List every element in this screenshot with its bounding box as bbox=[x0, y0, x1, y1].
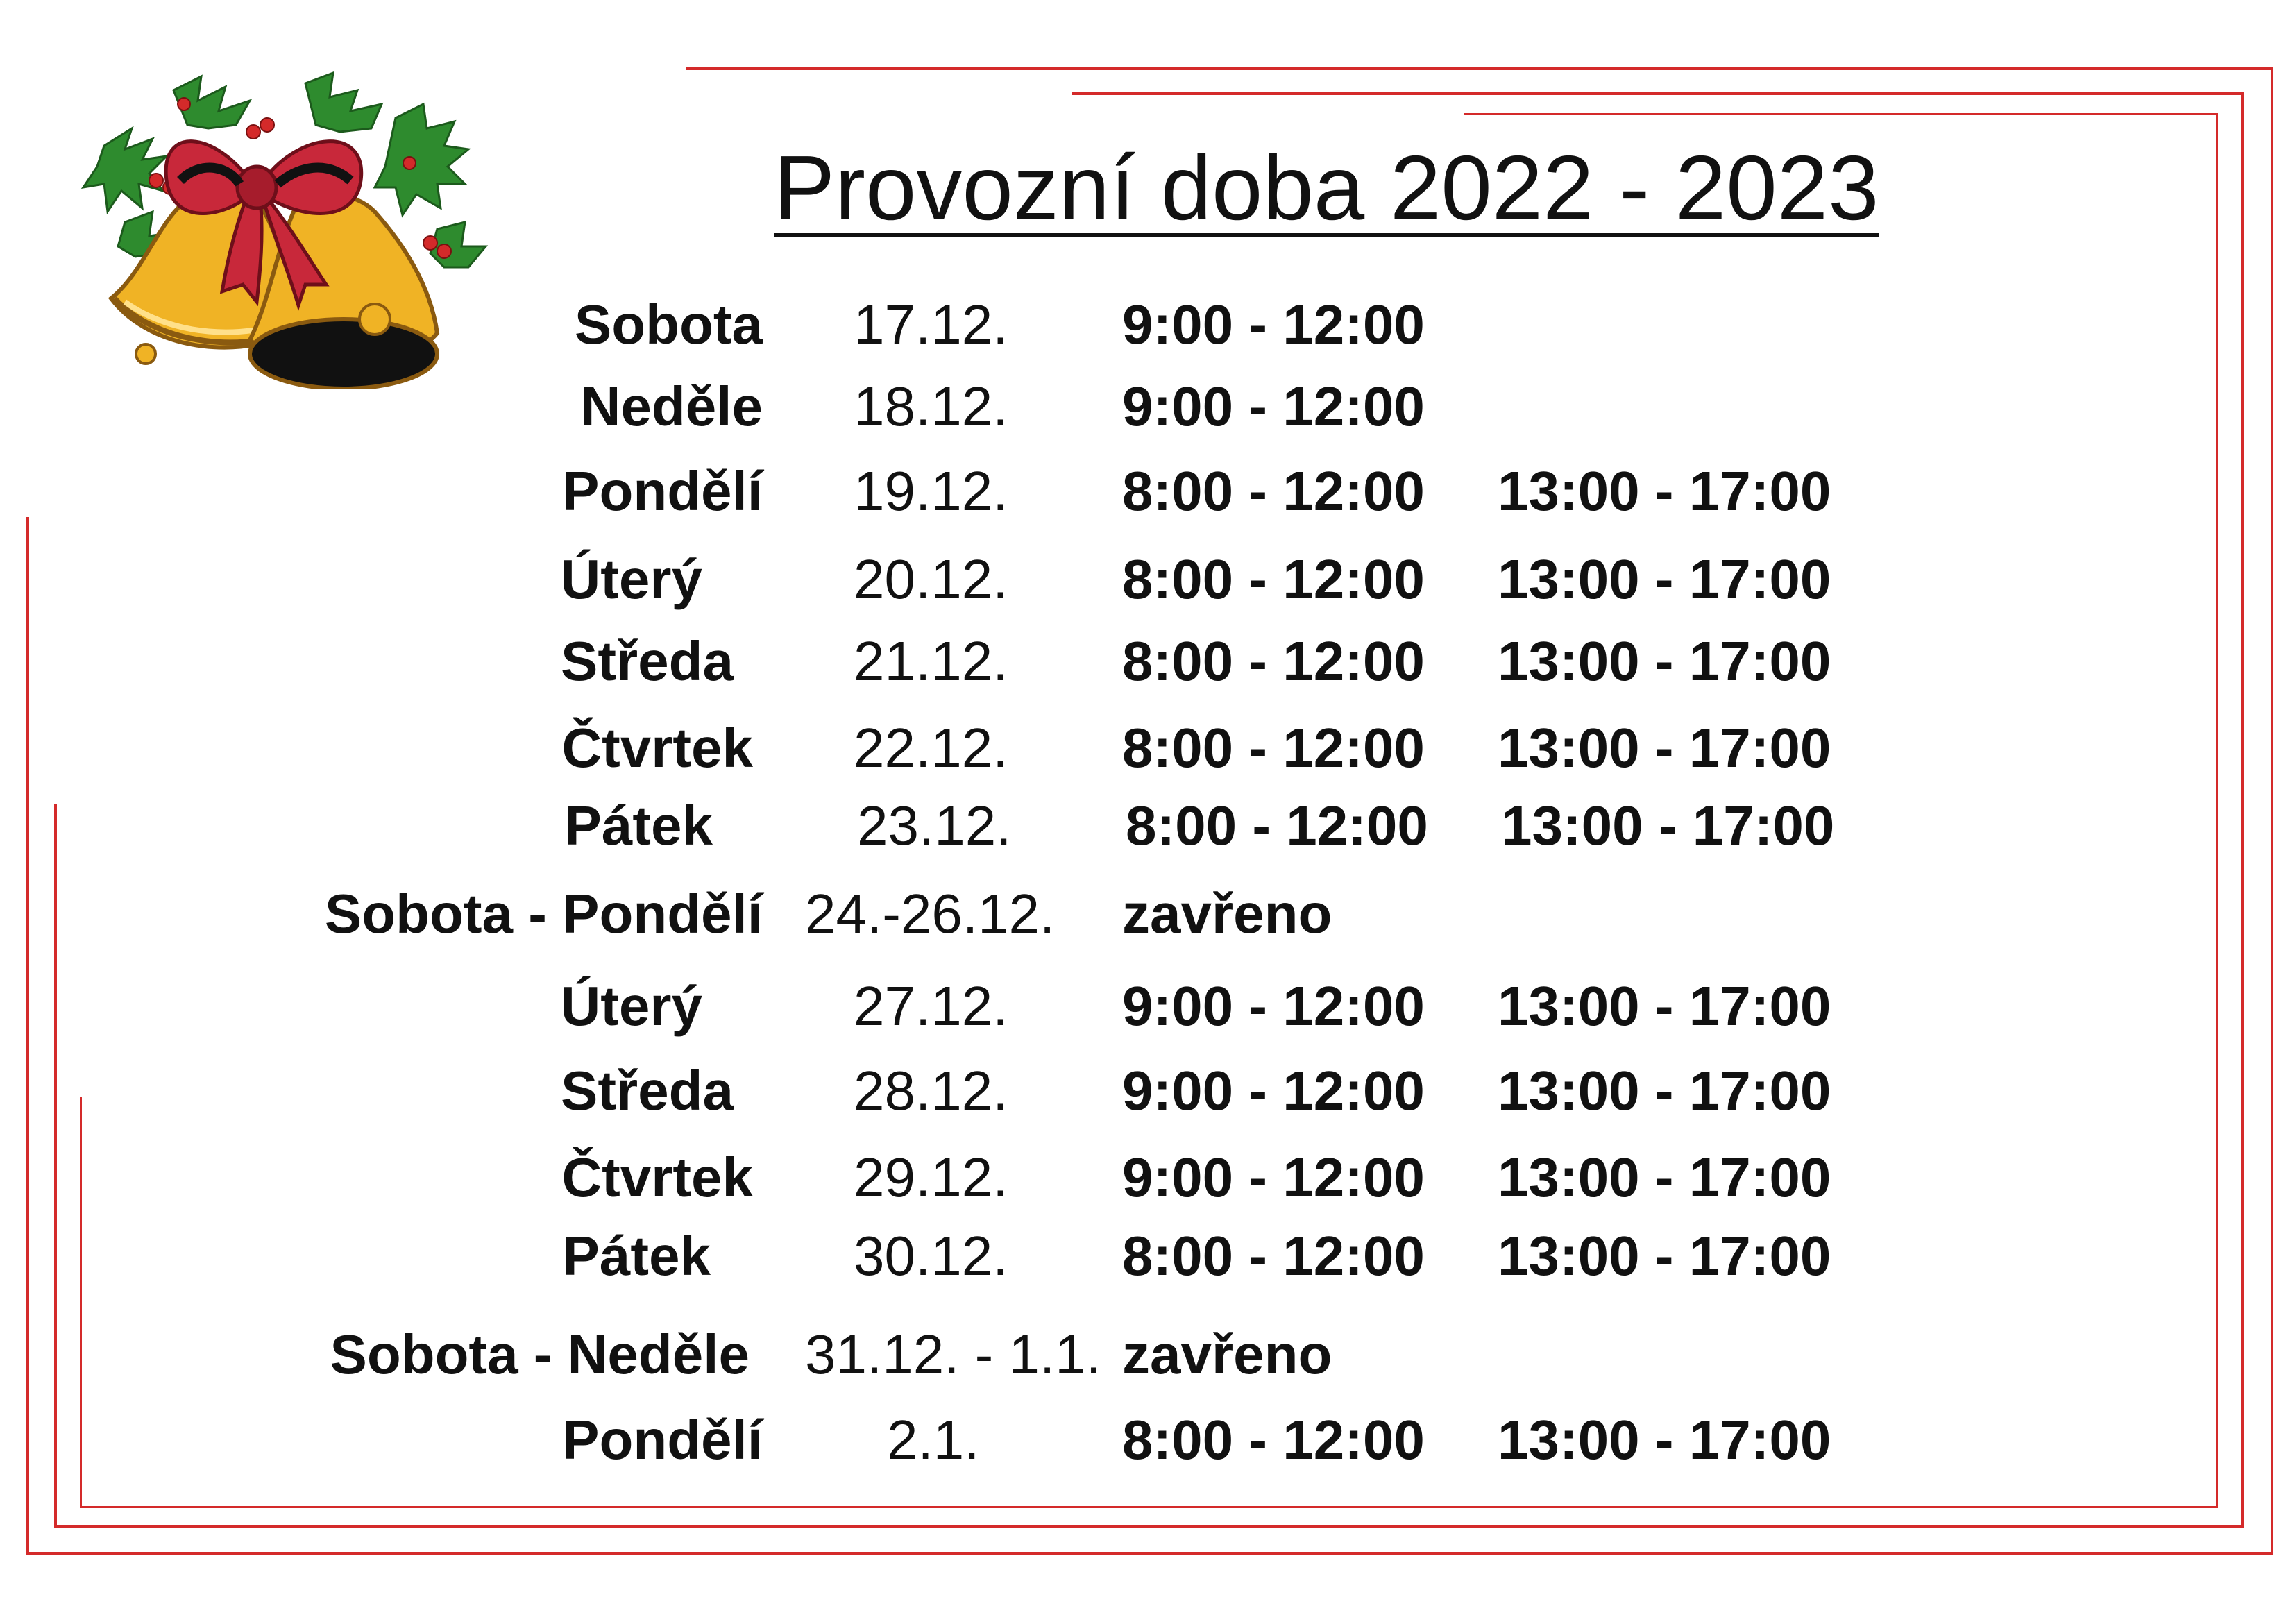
date-label: 20.12. bbox=[854, 548, 1008, 610]
afternoon-hours: 13:00 - 17:00 bbox=[1498, 1147, 1831, 1208]
morning-hours: 8:00 - 12:00 bbox=[1122, 717, 1425, 779]
day-label: Sobota - Pondělí bbox=[324, 883, 763, 945]
schedule-row bbox=[0, 1147, 2295, 1219]
schedule-row bbox=[0, 1323, 2295, 1396]
afternoon-hours: 13:00 - 17:00 bbox=[1498, 460, 1831, 522]
morning-hours: 9:00 - 12:00 bbox=[1122, 375, 1425, 437]
morning-hours: 9:00 - 12:00 bbox=[1122, 294, 1425, 355]
afternoon-hours: 13:00 - 17:00 bbox=[1498, 1409, 1831, 1471]
date-label: 30.12. bbox=[854, 1225, 1008, 1287]
schedule-row bbox=[0, 460, 2295, 533]
date-label: 28.12. bbox=[854, 1060, 1008, 1122]
date-label: 23.12. bbox=[857, 795, 1012, 856]
day-label: Pátek bbox=[562, 1225, 711, 1287]
morning-hours: 9:00 - 12:00 bbox=[1122, 1060, 1425, 1122]
day-label: Úterý bbox=[560, 548, 702, 610]
page-title: Provozní doba 2022 - 2023 bbox=[774, 137, 1879, 239]
morning-hours: 8:00 - 12:00 bbox=[1122, 1225, 1425, 1287]
day-label: Čtvrtek bbox=[561, 1147, 753, 1208]
date-label: 21.12. bbox=[854, 630, 1008, 692]
date-label: 24.-26.12. bbox=[805, 883, 1056, 945]
day-label: Pátek bbox=[564, 795, 713, 856]
morning-hours: 8:00 - 12:00 bbox=[1122, 460, 1425, 522]
day-label: Středa bbox=[561, 1060, 734, 1122]
date-label: 18.12. bbox=[854, 375, 1008, 437]
schedule-row bbox=[0, 883, 2295, 956]
schedule-row bbox=[0, 975, 2295, 1048]
schedule-row bbox=[0, 1409, 2295, 1482]
frame-inner-bottom bbox=[80, 1506, 2218, 1508]
frame-outer-bottom bbox=[26, 1552, 2273, 1555]
date-label: 17.12. bbox=[854, 294, 1008, 355]
frame-outer-top bbox=[686, 67, 2273, 70]
date-label: 22.12. bbox=[854, 717, 1008, 779]
schedule-row bbox=[0, 548, 2295, 621]
afternoon-hours: 13:00 - 17:00 bbox=[1498, 548, 1831, 610]
day-label: Sobota - Neděle bbox=[330, 1323, 750, 1385]
afternoon-hours: 13:00 - 17:00 bbox=[1498, 630, 1831, 692]
morning-hours: 8:00 - 12:00 bbox=[1122, 630, 1425, 692]
morning-hours: 9:00 - 12:00 bbox=[1122, 975, 1425, 1037]
day-label: Neděle bbox=[580, 375, 763, 437]
schedule-row bbox=[0, 1225, 2295, 1298]
afternoon-hours: 13:00 - 17:00 bbox=[1501, 795, 1835, 856]
schedule-row bbox=[0, 294, 2295, 366]
afternoon-hours: 13:00 - 17:00 bbox=[1498, 975, 1831, 1037]
morning-hours: 8:00 - 12:00 bbox=[1126, 795, 1428, 856]
day-label: Čtvrtek bbox=[561, 717, 753, 779]
day-label: Pondělí bbox=[562, 460, 763, 522]
day-label: Středa bbox=[561, 630, 734, 692]
schedule-row bbox=[0, 1060, 2295, 1133]
date-label: 19.12. bbox=[854, 460, 1008, 522]
date-label: 29.12. bbox=[854, 1147, 1008, 1208]
afternoon-hours: 13:00 - 17:00 bbox=[1498, 717, 1831, 779]
schedule-row bbox=[0, 630, 2295, 703]
afternoon-hours: 13:00 - 17:00 bbox=[1498, 1225, 1831, 1287]
day-label: Pondělí bbox=[562, 1409, 763, 1471]
frame-middle-top bbox=[1072, 92, 2244, 95]
frame-inner-top bbox=[1464, 113, 2218, 115]
afternoon-hours: 13:00 - 17:00 bbox=[1498, 1060, 1831, 1122]
date-label: 31.12. - 1.1. bbox=[805, 1323, 1101, 1385]
day-label: Sobota bbox=[574, 294, 763, 355]
morning-hours: 8:00 - 12:00 bbox=[1122, 548, 1425, 610]
closed-label: zavřeno bbox=[1122, 883, 1332, 945]
morning-hours: 8:00 - 12:00 bbox=[1122, 1409, 1425, 1471]
schedule-row bbox=[0, 375, 2295, 448]
date-label: 27.12. bbox=[854, 975, 1008, 1037]
frame-middle-bottom bbox=[54, 1525, 2244, 1528]
schedule-row bbox=[0, 717, 2295, 790]
closed-label: zavřeno bbox=[1122, 1323, 1332, 1385]
date-label: 2.1. bbox=[887, 1409, 980, 1471]
schedule-row bbox=[0, 795, 2295, 868]
day-label: Úterý bbox=[560, 975, 702, 1037]
morning-hours: 9:00 - 12:00 bbox=[1122, 1147, 1425, 1208]
